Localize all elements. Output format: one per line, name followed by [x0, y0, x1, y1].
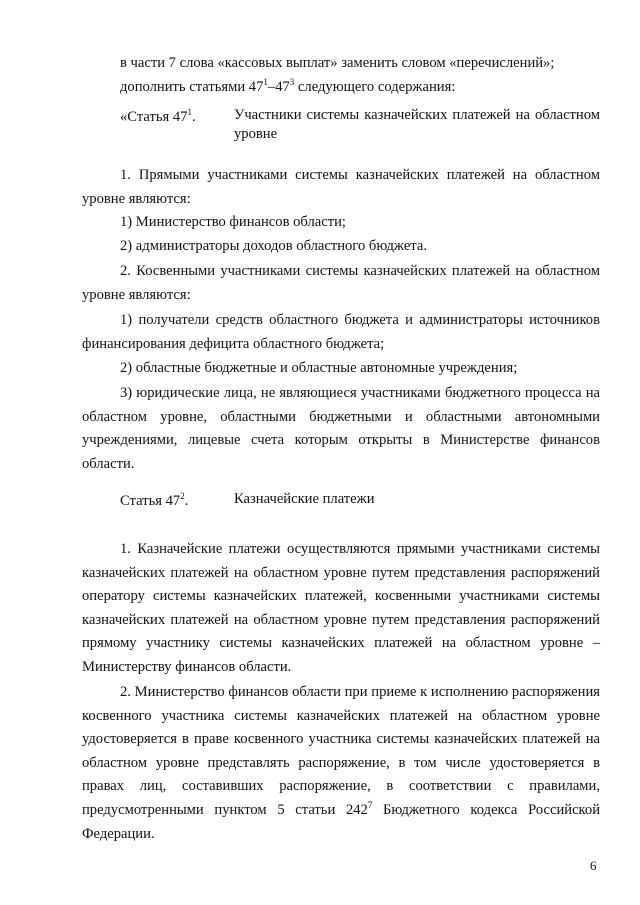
paragraph: 1. Прямыми участниками системы казначейских платежей на областном уровне являются:: [82, 167, 600, 207]
amendment-line-2: [82, 76, 600, 100]
superscript: 1: [263, 77, 268, 87]
superscript: 2: [180, 491, 185, 501]
superscript: 7: [367, 799, 373, 810]
article-number-text: Статья 47: [120, 493, 181, 509]
paragraph: 2) областные бюджетные и областные автономные учреждения;: [120, 360, 518, 376]
paragraph-text-end: Бюджетного кодекса Российской Федерации.: [82, 801, 601, 842]
paragraph: 2) администраторы доходов областного бюджета.: [120, 238, 427, 254]
paragraph: 1) получатели средств областного бюджета и администраторы источников финансирования дефицита областного бюджета;: [82, 312, 600, 352]
article-number-dot: .: [191, 109, 196, 125]
paragraph: 1) Министерство финансов области;: [120, 214, 346, 230]
superscript: 1: [187, 107, 192, 117]
paragraph: 2. Косвенными участниками системы казначейских платежей на областном уровне являются:: [82, 263, 600, 303]
article-number-dot: .: [184, 493, 189, 509]
article-number-text: «Статья 47: [120, 109, 188, 125]
paragraph: 1. Казначейские платежи осуществляются прямыми участниками системы казначейских платежей на областном уровне путем представления распоряжений оператору системы казначейских платежей, косвенными участниками системы казначейских платежей на областном уровне путем представления распоряжений прямому участнику системы казначейских платежей на областном уровне – Министерству финансов области.: [82, 541, 600, 675]
amendment-text-c: следующего содержания:: [294, 79, 456, 95]
page-number: 6: [590, 858, 597, 873]
amendment-line-1: в части 7 слова «кассовых выплат» заменить словом «перечислений»;: [120, 55, 555, 71]
paragraph-text: 2. Министерство финансов области при приеме к исполнению распоряжения косвенного участника системы казначейских платежей на областном уровне удостоверяется в праве косвенного участника системы казначейских платежей на областном уровне представлять распоряжение, в том числе удостоверяется в правах лиц, составивших распоряжение, в соответствии с правилами, предусмотренными пунктом 5 статьи 242: [82, 684, 600, 818]
paragraph: 3) юридические лица, не являющиеся участниками бюджетного процесса на областном уровне, областными бюджетными и областными автономными учреждениями, лицевые счета которым открыты в Министерстве финансов области.: [82, 385, 600, 472]
article-number: [120, 106, 196, 130]
article-title: Казначейские платежи: [234, 491, 375, 507]
amendment-text-a: дополнить статьями 47: [120, 79, 264, 95]
amendment-text-b: –47: [267, 79, 290, 95]
article-title: Участники системы казначейских платежей на областном уровне: [234, 107, 600, 142]
superscript: 3: [289, 77, 295, 87]
paragraph: [82, 681, 600, 846]
article-number: [120, 490, 188, 514]
